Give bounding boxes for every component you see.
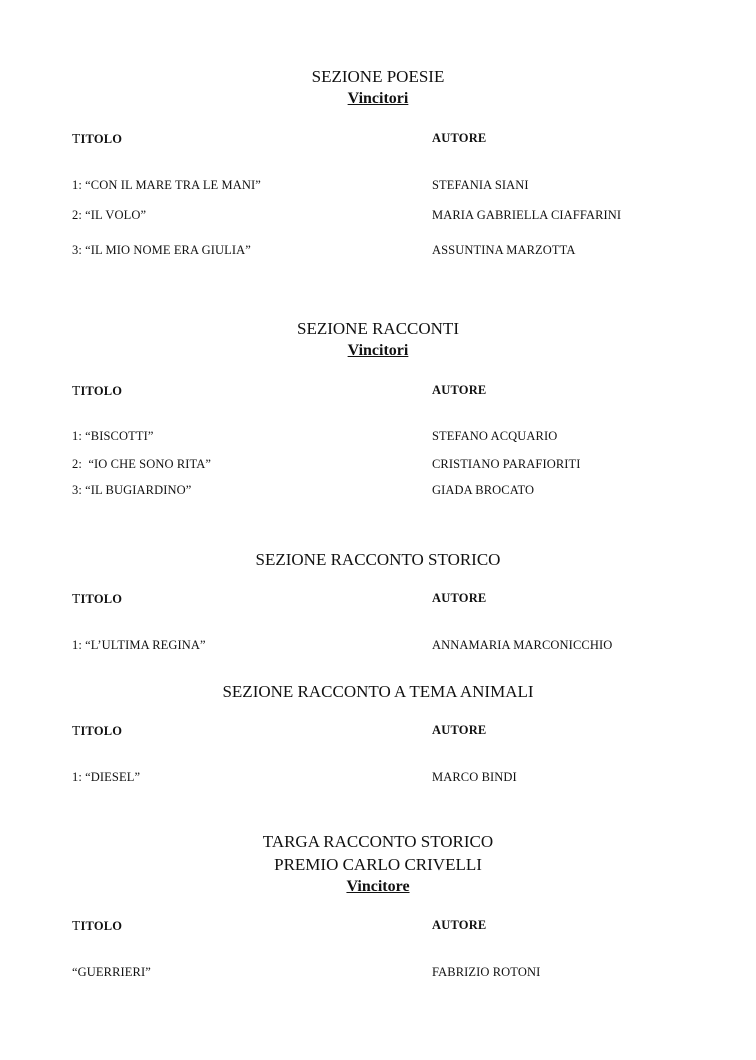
entry-title: 3: “IL MIO NOME ERA GIULIA” (72, 243, 251, 257)
column-header-autore: AUTORE (432, 918, 487, 932)
entry-author: STEFANO ACQUARIO (432, 429, 558, 443)
entry-title: 2: “IL VOLO” (72, 208, 147, 222)
column-header-autore: AUTORE (432, 723, 487, 737)
entry-author: MARIA GABRIELLA CIAFFARINI (432, 208, 622, 222)
entry-title: 2: “IO CHE SONO RITA” (72, 457, 212, 471)
entry-author: GIADA BROCATO (432, 483, 535, 497)
section-title: TARGA RACCONTO STORICO (262, 832, 494, 851)
column-header-titolo: TITOLO (72, 723, 123, 738)
entry-title: 1: “CON IL MARE TRA LE MANI” (72, 178, 261, 192)
entry-author: ANNAMARIA MARCONICCHIO (432, 638, 613, 652)
entry-title: 3: “IL BUGIARDINO” (72, 483, 192, 497)
section-subtitle: Vincitori (347, 342, 409, 359)
section-title: SEZIONE POESIE (311, 67, 445, 86)
section-subtitle: Vincitori (347, 90, 409, 107)
column-header-autore: AUTORE (432, 591, 487, 605)
entry-author: CRISTIANO PARAFIORITI (432, 457, 581, 471)
section-title: SEZIONE RACCONTI (297, 319, 459, 338)
column-header-titolo: TITOLO (72, 918, 123, 933)
column-header-titolo: TITOLO (72, 131, 123, 146)
column-header-autore: AUTORE (432, 131, 487, 145)
entry-author: MARCO BINDI (432, 770, 517, 784)
entry-author: ASSUNTINA MARZOTTA (432, 243, 576, 257)
section-title: SEZIONE RACCONTO STORICO (255, 550, 501, 569)
entry-title: 1: “L’ULTIMA REGINA” (72, 638, 206, 652)
column-header-titolo: TITOLO (72, 591, 123, 606)
entry-author: STEFANIA SIANI (432, 178, 529, 192)
section-subtitle: Vincitore (346, 878, 410, 895)
entry-author: FABRIZIO ROTONI (432, 965, 541, 979)
entry-title: 1: “BISCOTTI” (72, 429, 154, 443)
column-header-autore: AUTORE (432, 383, 487, 397)
section-title: SEZIONE RACCONTO A TEMA ANIMALI (222, 682, 534, 701)
entry-title: 1: “DIESEL” (72, 770, 141, 784)
column-header-titolo: TITOLO (72, 383, 123, 398)
entry-title: “GUERRIERI” (72, 965, 151, 979)
section-title-line-2: PREMIO CARLO CRIVELLI (274, 855, 482, 874)
